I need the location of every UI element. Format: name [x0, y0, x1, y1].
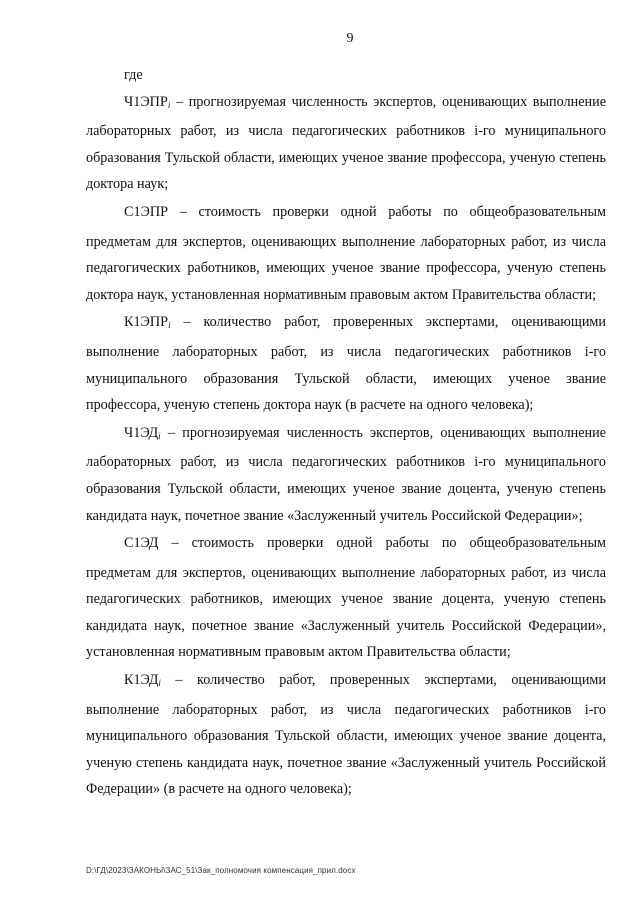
term-subscript: i: [158, 678, 161, 689]
paragraph-text: – прогнозируемая численность экспертов, оценивающих выполнение лабораторных работ, из числа педагогических работников i-го муниципального образования Тульской области, имеющих ученое звание доцента, ученую степень кандидата наук, почетное звание «Заслуженный учитель Российской Федерации»;: [86, 424, 606, 524]
paragraph-text: – стоимость проверки одной работы по общеобразовательным предметам для экспертов, оценивающих выполнение лабораторных работ, из числа педагогических работников, имеющих ученое звание доцента, ученую степень кандидата наук, почетное звание «Заслуженный учитель Российской Федерации», установленная нормативным правовым актом Правительства области;: [86, 535, 606, 661]
paragraph-intro: [86, 62, 606, 89]
paragraph-text: – количество работ, проверенных экспертами, оценивающими выполнение лабораторных работ, из числа педагогических работников i-го муниципального образования Тульской области, имеющих ученое звание доцента, ученую степень кандидата наук, почетное звание «Заслуженный учитель Российской Федерации» (в расчете на одного человека);: [86, 672, 606, 798]
paragraph-s1epr: [86, 199, 606, 308]
paragraph-ch1ed: [86, 420, 606, 529]
term: К1ЭПР: [124, 314, 169, 331]
footer-file-path: D:\ГД\2023\ЗАКОНЫ\ЗАС_51\Зак_полномочия компенсация_прил.docx: [86, 866, 356, 875]
term-subscript: i: [158, 430, 161, 441]
paragraph-k1epr: [86, 309, 606, 418]
term-subscript: i: [167, 99, 171, 110]
term: К1ЭД: [124, 672, 159, 689]
paragraph-s1ed: [86, 530, 606, 666]
paragraph-text: где: [124, 67, 143, 83]
term: Ч1ЭД: [124, 424, 159, 441]
paragraph-text: – количество работ, проверенных экспертами, оценивающими выполнение лабораторных работ, из числа педагогических работников i-го муниципального образования Тульской области, имеющих ученое звание профессора, ученую степень доктора наук (в расчете на одного человека);: [86, 314, 606, 414]
document-body: [86, 62, 606, 803]
paragraph-ch1epr: [86, 89, 606, 198]
term: Ч1ЭПР: [124, 93, 168, 110]
paragraph-text: – стоимость проверки одной работы по общеобразовательным предметам для экспертов, оценивающих выполнение лабораторных работ, из числа педагогических работников, имеющих ученое звание профессора, ученую степень доктора наук, установленная нормативным правовым актом Правительства области;: [86, 203, 606, 303]
term: С1ЭД: [124, 535, 159, 552]
paragraph-k1ed: [86, 667, 606, 803]
term-subscript: i: [168, 320, 171, 331]
term: С1ЭПР: [124, 203, 169, 220]
page-number: 9: [346, 31, 354, 46]
paragraph-text: – прогнозируемая численность экспертов, оценивающих выполнение лабораторных работ, из числа педагогических работников i-го муниципального образования Тульской области, имеющих ученое звание профессора, ученую степень доктора наук;: [86, 93, 606, 193]
